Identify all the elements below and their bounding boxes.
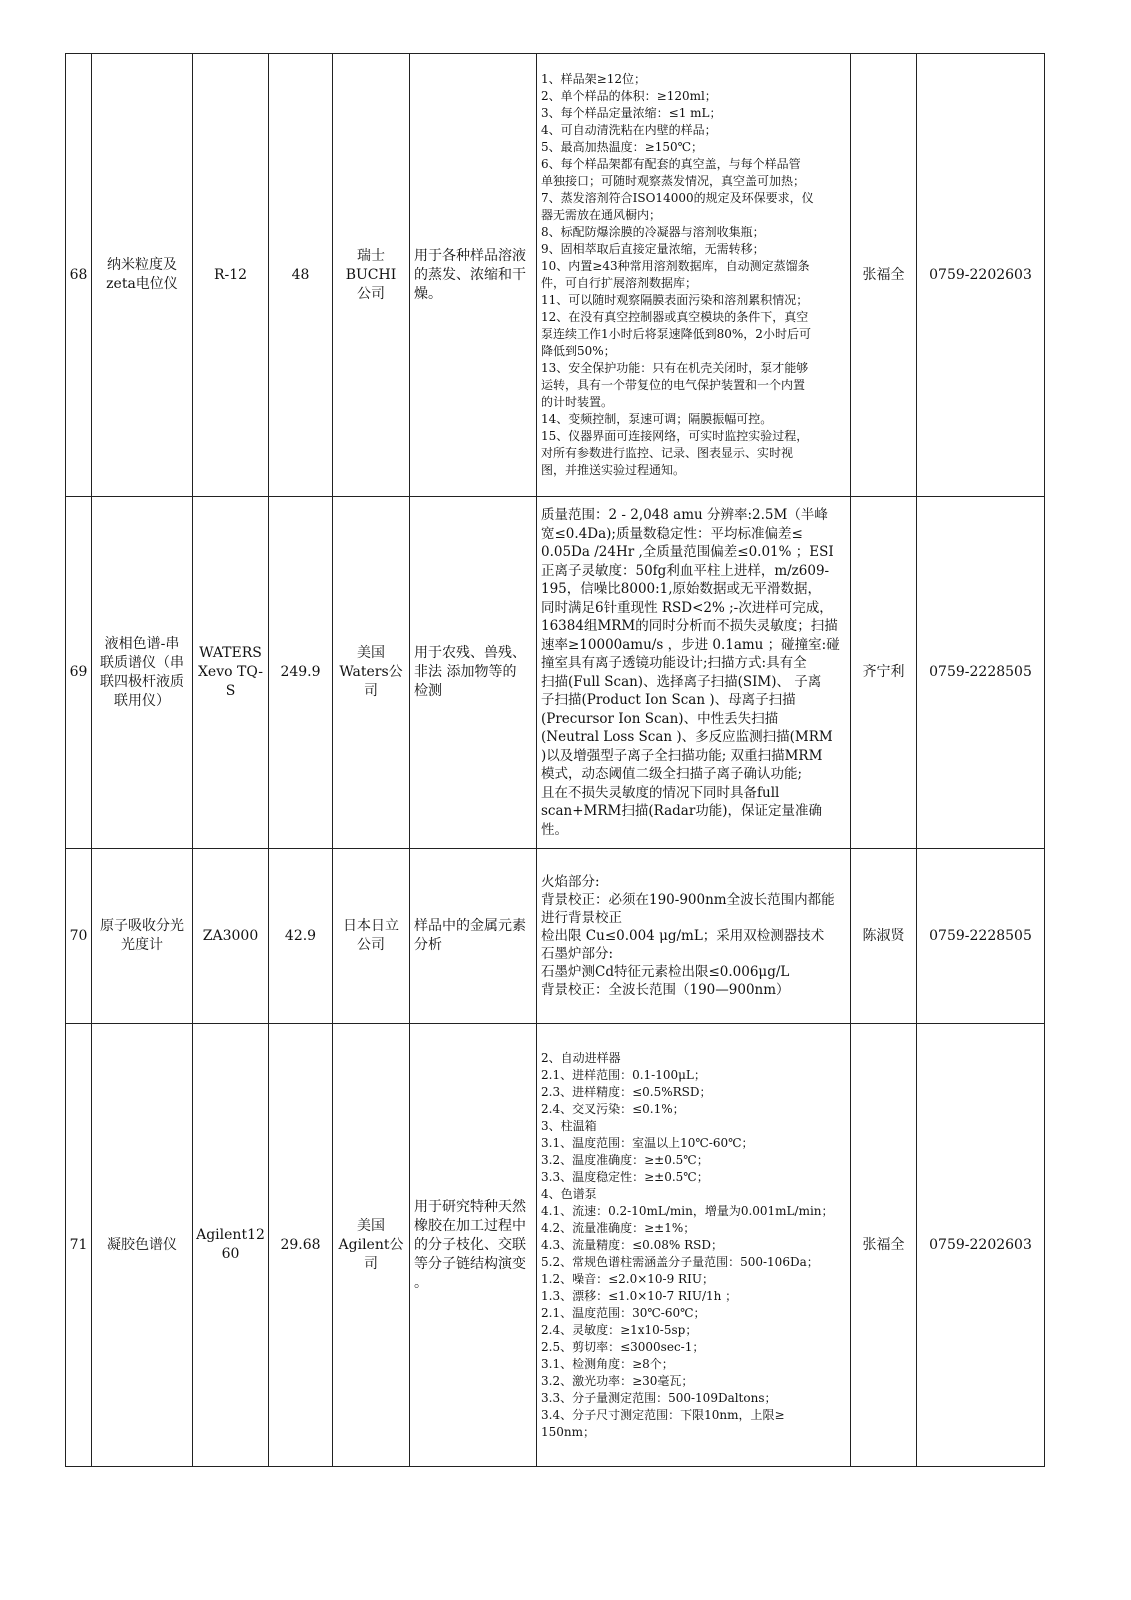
model-number: WATERS Xevo TQ-S — [193, 497, 269, 849]
spec-line: 11、可以随时观察隔膜表面污染和溶剂累积情况； — [541, 293, 809, 307]
spec-line: 14、变频控制，泵速可调；隔膜振幅可控。 — [541, 412, 773, 426]
spec-list — [537, 1024, 851, 1467]
spec-line: 背景校正：必须在190-900nm全波长范围内都能 — [541, 892, 835, 908]
spec-line: 扫描(Full Scan)、选择离子扫描(SIM)、 子离 — [541, 673, 822, 690]
spec-list — [537, 54, 851, 497]
spec-line: 检出限 Cu≤0.004 μg/mL；采用双检测器技术 — [541, 928, 825, 944]
purpose: 样品中的金属元素 分析 — [410, 849, 537, 1024]
spec-line: (Precursor Ion Scan)、中性丢失扫描 — [541, 710, 779, 727]
spec-list — [537, 849, 851, 1024]
spec-line: 3.1、检测角度：≥8个； — [541, 1356, 674, 1371]
instrument-name: 液相色谱-串 联质谱仪（串 联四极杆液质 联用仪） — [92, 497, 193, 849]
table-row — [66, 54, 1045, 497]
spec-line: 3.3、分子量测定范围：500-109Daltons； — [541, 1390, 777, 1405]
spec-line: 4、色谱泵 — [541, 1186, 597, 1201]
row-number: 71 — [66, 1024, 92, 1467]
spec-line: 12、在没有真空控制器或真空模块的条件下，真空 — [541, 310, 809, 324]
spec-line: 4.2、流量准确度：≥±1%； — [541, 1220, 696, 1235]
spec-line: 3.2、温度准确度：≥±0.5℃； — [541, 1152, 709, 1167]
spec-line: 器无需放在通风橱内； — [541, 208, 662, 222]
spec-line: 速率≥10000amu/s ，步进 0.1amu ；碰撞室:碰 — [541, 636, 840, 653]
spec-line: 的计时装置。 — [541, 395, 614, 409]
spec-line: 3、每个样品定量浓缩：≤1 mL； — [541, 106, 722, 120]
contact-person: 张福全 — [851, 1024, 917, 1467]
instrument-name: 纳米粒度及 zeta电位仪 — [92, 54, 193, 497]
spec-line: 9、固相萃取后直接定量浓缩，无需转移； — [541, 242, 765, 256]
spec-line: 3.2、激光功率：≥30毫瓦； — [541, 1373, 694, 1388]
contact-person: 张福全 — [851, 54, 917, 497]
contact-phone: 0759-2228505 — [917, 849, 1045, 1024]
contact-person: 齐宁利 — [851, 497, 917, 849]
spec-line: 15、仪器界面可连接网络，可实时监控实验过程， — [541, 429, 809, 443]
spec-line: 单独接口；可随时观察蒸发情况，真空盖可加热； — [541, 174, 806, 188]
equipment-table — [65, 53, 1045, 1467]
spec-line: 1、样品架≥12位； — [541, 72, 646, 86]
table-row — [66, 1024, 1045, 1467]
row-number: 69 — [66, 497, 92, 849]
spec-line: 对所有参数进行监控、记录、图表显示、实时视 — [541, 446, 794, 460]
spec-line: 且在不损失灵敏度的情况下同时具备full — [541, 784, 780, 801]
price-value: 48 — [269, 54, 333, 497]
spec-line: 同时满足6针重现性 RSD<2% ;-次进样可完成， — [541, 599, 833, 616]
spec-line: 10、内置≥43种常用溶剂数据库，自动测定蒸馏条 — [541, 259, 810, 273]
spec-line: 正离子灵敏度：50fg利血平柱上进样，m/z609- — [541, 562, 830, 579]
table-row — [66, 497, 1045, 849]
spec-line: 撞室具有离子透镜功能设计;扫描方式:具有全 — [541, 655, 807, 671]
contact-person: 陈淑贤 — [851, 849, 917, 1024]
spec-line: 4.1、流速：0.2-10mL/min，增量为0.001mL/min； — [541, 1203, 834, 1218]
spec-line: 13、安全保护功能：只有在机壳关闭时，泵才能够 — [541, 361, 809, 375]
spec-line: 3.4、分子尺寸测定范围：下限10nm，上限≥ — [541, 1407, 785, 1422]
spec-line: scan+MRM扫描(Radar功能)，保证定量准确性。 — [541, 803, 823, 838]
spec-line: 石墨炉测Cd特征元素检出限≤0.006μg/L — [541, 964, 790, 980]
spec-line: 3.1、温度范围：室温以上10℃-60℃； — [541, 1135, 754, 1150]
instrument-name: 原子吸收分光 光度计 — [92, 849, 193, 1024]
instrument-name: 凝胶色谱仪 — [92, 1024, 193, 1467]
spec-line: (Neutral Loss Scan )、多反应监测扫描(MRM — [541, 729, 833, 745]
price-value: 29.68 — [269, 1024, 333, 1467]
spec-line: 降低到50%； — [541, 344, 616, 358]
spec-list — [537, 497, 851, 849]
purpose: 用于研究特种天然 橡胶在加工过程中 的分子枝化、交联 等分子链结构演变 。 — [410, 1024, 537, 1467]
spec-line: 1.3、漂移：≤1.0×10-7 RIU/1h ； — [541, 1288, 738, 1303]
spec-line: 16384组MRM的同时分析而不损失灵敏度；扫描 — [541, 618, 838, 634]
spec-line: 宽≤0.4Da);质量数稳定性：平均标准偏差≤ — [541, 525, 803, 542]
spec-line: 2.4、灵敏度：≥1x10-5sp； — [541, 1322, 698, 1337]
spec-line: 4、可自动清洗粘在内壁的样品； — [541, 123, 717, 137]
spec-line: )以及增强型子离子全扫描功能; 双重扫描MRM — [541, 747, 823, 764]
contact-phone: 0759-2202603 — [917, 1024, 1045, 1467]
document-page — [65, 53, 1044, 1467]
manufacturer: 日本日立 公司 — [333, 849, 410, 1024]
spec-line: 2、自动进样器 — [541, 1050, 621, 1065]
model-number: R-12 — [193, 54, 269, 497]
manufacturer: 瑞士BUCHI 公司 — [333, 54, 410, 497]
model-number: ZA3000 — [193, 849, 269, 1024]
spec-line: 质量范围：2 - 2,048 amu 分辨率:2.5M（半峰 — [541, 507, 828, 523]
price-value: 249.9 — [269, 497, 333, 849]
spec-line: 3.3、温度稳定性：≥±0.5℃； — [541, 1169, 709, 1184]
spec-line: 图，并推送实验过程通知。 — [541, 463, 686, 477]
table-row — [66, 849, 1045, 1024]
spec-line: 5、最高加热温度：≥150℃； — [541, 140, 704, 154]
spec-line: 195，信噪比8000:1,原始数据或无平滑数据， — [541, 581, 822, 597]
spec-line: 2、单个样品的体积：≥120ml； — [541, 89, 717, 103]
spec-line: 2.3、进样精度：≤0.5%RSD； — [541, 1084, 712, 1099]
model-number: Agilent12 60 — [193, 1024, 269, 1467]
spec-line: 3、柱温箱 — [541, 1118, 597, 1133]
spec-line: 石墨炉部分: — [541, 946, 614, 962]
spec-line: 7、蒸发溶剂符合ISO14000的规定及环保要求，仪 — [541, 191, 814, 205]
spec-line: 运转，具有一个带复位的电气保护装置和一个内置 — [541, 378, 806, 392]
spec-line: 2.1、进样范围：0.1-100μL； — [541, 1067, 706, 1082]
spec-line: 进行背景校正 — [541, 910, 622, 926]
spec-line: 2.1、温度范围：30℃-60℃； — [541, 1305, 706, 1320]
spec-line: 8、标配防爆涂膜的冷凝器与溶剂收集瓶； — [541, 225, 765, 239]
purpose: 用于农残、兽残、 非法 添加物等的 检测 — [410, 497, 537, 849]
row-number: 70 — [66, 849, 92, 1024]
manufacturer: 美国 Agilent公 司 — [333, 1024, 410, 1467]
spec-line: 0.05Da /24Hr ,全质量范围偏差≤0.01% ；ESI — [541, 544, 834, 560]
spec-line: 6、每个样品架都有配套的真空盖，与每个样品管 — [541, 157, 801, 171]
spec-line: 子扫描(Product Ion Scan )、母离子扫描 — [541, 692, 796, 708]
row-number: 68 — [66, 54, 92, 497]
spec-line: 1.2、噪音：≤2.0×10-9 RIU； — [541, 1271, 714, 1286]
spec-line: 泵连续工作1小时后将泵速降低到80%，2小时后可 — [541, 327, 811, 341]
spec-line: 5.2、常规色谱柱需涵盖分子量范围：500-106Da； — [541, 1254, 819, 1269]
spec-line: 2.4、交叉污染：≤0.1%； — [541, 1101, 685, 1116]
spec-line: 火焰部分: — [541, 874, 600, 890]
price-value: 42.9 — [269, 849, 333, 1024]
contact-phone: 0759-2202603 — [917, 54, 1045, 497]
purpose: 用于各种样品溶液 的蒸发、浓缩和干 燥。 — [410, 54, 537, 497]
spec-line: 2.5、剪切率：≤3000sec-1； — [541, 1339, 705, 1354]
contact-phone: 0759-2228505 — [917, 497, 1045, 849]
spec-line: 4.3、流量精度：≤0.08% RSD； — [541, 1237, 723, 1252]
spec-line: 背景校正：全波长范围（190—900nm） — [541, 982, 790, 998]
manufacturer: 美国 Waters公 司 — [333, 497, 410, 849]
spec-line: 件，可自行扩展溶剂数据库； — [541, 276, 698, 290]
spec-line: 150nm； — [541, 1424, 596, 1439]
spec-line: 模式，动态阈值二级全扫描子离子确认功能; — [541, 766, 803, 782]
